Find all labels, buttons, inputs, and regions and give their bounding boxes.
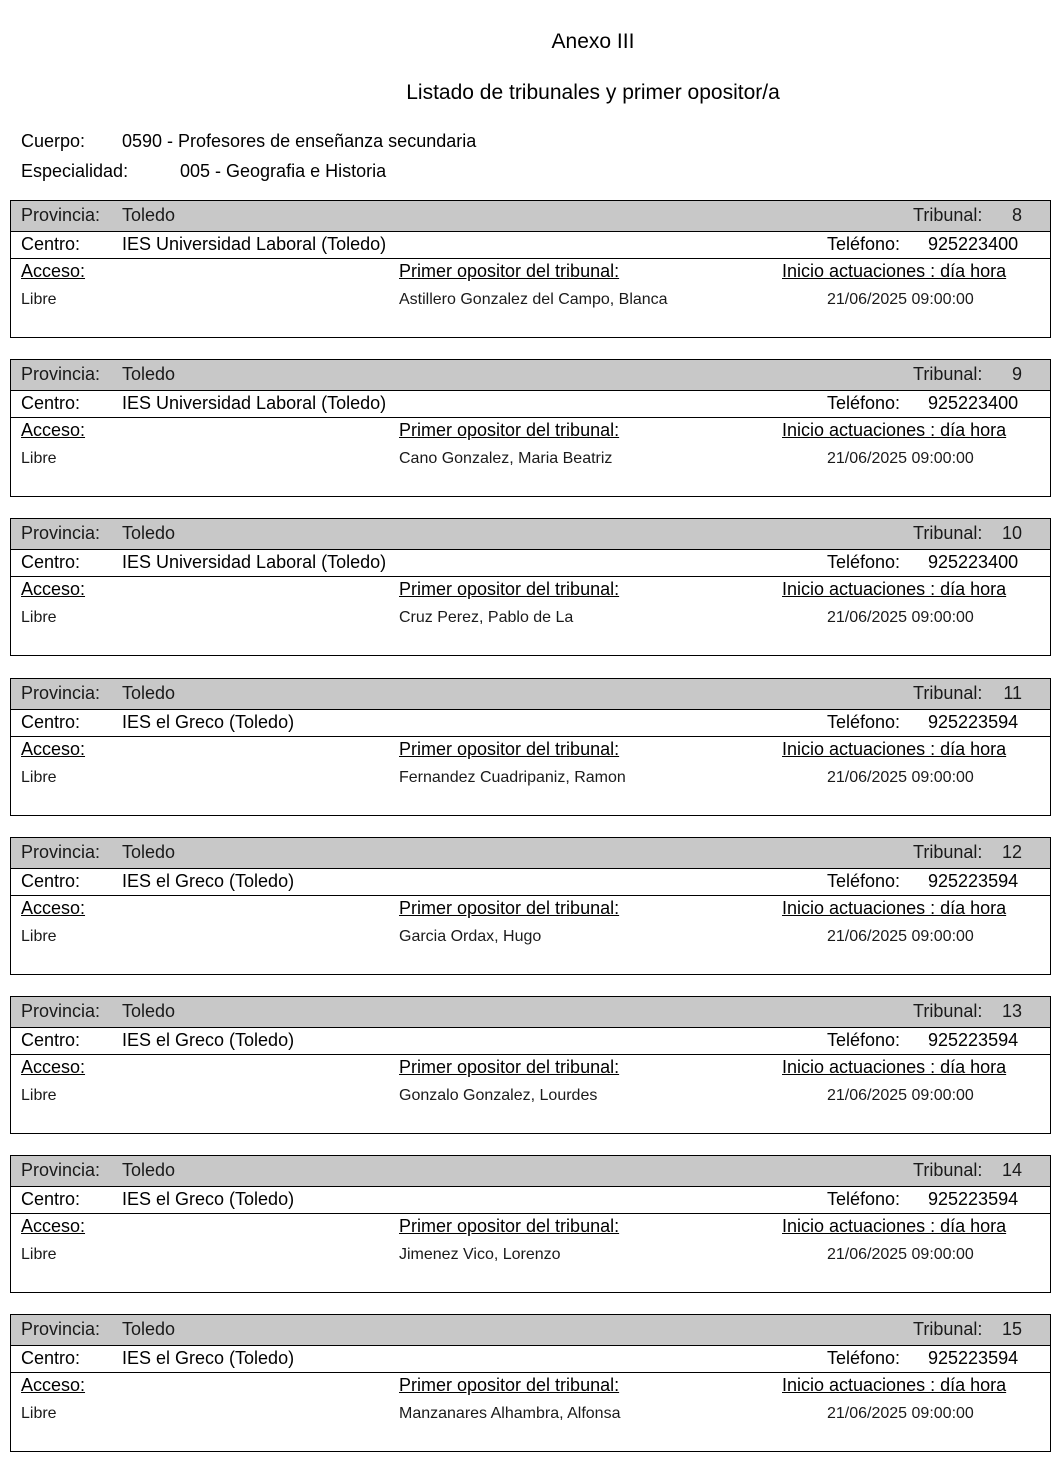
- tribunal-block: [10, 359, 1051, 497]
- tribunal-block: [10, 837, 1051, 975]
- inicio-value: 21/06/2025 09:00:00: [827, 1087, 974, 1104]
- cuerpo-label: Cuerpo:: [21, 131, 86, 151]
- centro-label: Centro:: [21, 1030, 81, 1050]
- inicio-header: Inicio actuaciones : día hora: [782, 420, 1007, 440]
- tribunal-label: Tribunal:: [913, 1001, 983, 1021]
- cuerpo-line: [21, 131, 476, 152]
- provincia-value: Toledo: [122, 1319, 176, 1339]
- tribunal-block: [10, 200, 1051, 338]
- acceso-header: Acceso:: [21, 420, 86, 440]
- inicio-value: 21/06/2025 09:00:00: [827, 1405, 974, 1422]
- centro-label: Centro:: [21, 234, 81, 254]
- inicio-header: Inicio actuaciones : día hora: [782, 739, 1007, 759]
- telefono-value: 925223594: [928, 712, 1019, 732]
- provincia-label: Provincia:: [21, 1001, 101, 1021]
- inicio-header: Inicio actuaciones : día hora: [782, 1216, 1007, 1236]
- tribunal-block: [10, 996, 1051, 1134]
- tribunal-number: 10: [1001, 523, 1022, 543]
- primer-opositor-value: Jimenez Vico, Lorenzo: [399, 1246, 561, 1263]
- page-title: Anexo III: [551, 30, 635, 53]
- telefono-value: 925223400: [928, 552, 1019, 572]
- primer-opositor-header: Primer opositor del tribunal:: [399, 1057, 620, 1077]
- centro-label: Centro:: [21, 871, 81, 891]
- provincia-row: [11, 997, 1050, 1028]
- tribunal-block: [10, 678, 1051, 816]
- telefono-label: Teléfono:: [827, 712, 901, 732]
- primer-opositor-header: Primer opositor del tribunal:: [399, 898, 620, 918]
- provincia-value: Toledo: [122, 364, 176, 384]
- centro-row: [11, 868, 1050, 896]
- centro-value: IES el Greco (Toledo): [122, 1348, 295, 1368]
- telefono-label: Teléfono:: [827, 1189, 901, 1209]
- especialidad-value: 005 - Geografia e Historia: [180, 161, 387, 181]
- primer-opositor-value: Cruz Perez, Pablo de La: [399, 609, 574, 626]
- primer-opositor-value: Garcia Ordax, Hugo: [399, 928, 542, 945]
- telefono-value: 925223400: [928, 393, 1019, 413]
- telefono-value: 925223594: [928, 1348, 1019, 1368]
- inicio-value: 21/06/2025 09:00:00: [827, 609, 974, 626]
- acceso-value: Libre: [21, 291, 57, 308]
- centro-row: [11, 1027, 1050, 1055]
- acceso-value: Libre: [21, 609, 57, 626]
- centro-value: IES Universidad Laboral (Toledo): [122, 393, 387, 413]
- tribunal-label: Tribunal:: [913, 1160, 983, 1180]
- centro-label: Centro:: [21, 1189, 81, 1209]
- centro-row: [11, 709, 1050, 737]
- inicio-value: 21/06/2025 09:00:00: [827, 450, 974, 467]
- primer-opositor-value: Fernandez Cuadripaniz, Ramon: [399, 769, 626, 786]
- telefono-label: Teléfono:: [827, 1348, 901, 1368]
- provincia-value: Toledo: [122, 683, 176, 703]
- acceso-header: Acceso:: [21, 261, 86, 281]
- provincia-row: [11, 838, 1050, 869]
- telefono-label: Teléfono:: [827, 552, 901, 572]
- page-subtitle: Listado de tribunales y primer opositor/a: [406, 81, 780, 104]
- inicio-header: Inicio actuaciones : día hora: [782, 1375, 1007, 1395]
- provincia-value: Toledo: [122, 1001, 176, 1021]
- centro-row: [11, 549, 1050, 577]
- tribunal-label: Tribunal:: [913, 205, 983, 225]
- telefono-value: 925223594: [928, 1030, 1019, 1050]
- centro-label: Centro:: [21, 393, 81, 413]
- primer-opositor-header: Primer opositor del tribunal:: [399, 420, 620, 440]
- centro-value: IES Universidad Laboral (Toledo): [122, 552, 387, 572]
- primer-opositor-header: Primer opositor del tribunal:: [399, 1375, 620, 1395]
- acceso-value: Libre: [21, 769, 57, 786]
- tribunal-label: Tribunal:: [913, 364, 983, 384]
- primer-opositor-header: Primer opositor del tribunal:: [399, 1216, 620, 1236]
- tribunal-number: 15: [1001, 1319, 1022, 1339]
- inicio-header: Inicio actuaciones : día hora: [782, 261, 1007, 281]
- provincia-label: Provincia:: [21, 1319, 101, 1339]
- inicio-value: 21/06/2025 09:00:00: [827, 291, 974, 308]
- acceso-header: Acceso:: [21, 1057, 86, 1077]
- centro-row: [11, 1345, 1050, 1373]
- tribunal-label: Tribunal:: [913, 683, 983, 703]
- centro-row: [11, 231, 1050, 259]
- inicio-value: 21/06/2025 09:00:00: [827, 928, 974, 945]
- provincia-row: [11, 1315, 1050, 1346]
- tribunal-label: Tribunal:: [913, 523, 983, 543]
- provincia-row: [11, 201, 1050, 232]
- acceso-header: Acceso:: [21, 579, 86, 599]
- centro-value: IES el Greco (Toledo): [122, 1189, 295, 1209]
- provincia-value: Toledo: [122, 842, 176, 862]
- telefono-label: Teléfono:: [827, 234, 901, 254]
- provincia-label: Provincia:: [21, 205, 101, 225]
- telefono-label: Teléfono:: [827, 1030, 901, 1050]
- centro-value: IES Universidad Laboral (Toledo): [122, 234, 387, 254]
- telefono-label: Teléfono:: [827, 871, 901, 891]
- provincia-value: Toledo: [122, 523, 176, 543]
- provincia-row: [11, 1156, 1050, 1187]
- acceso-value: Libre: [21, 1087, 57, 1104]
- especialidad-label: Especialidad:: [21, 161, 129, 181]
- tribunal-number: 9: [1011, 364, 1022, 384]
- tribunal-number: 14: [1001, 1160, 1022, 1180]
- primer-opositor-value: Cano Gonzalez, Maria Beatriz: [399, 450, 613, 467]
- inicio-header: Inicio actuaciones : día hora: [782, 898, 1007, 918]
- inicio-header: Inicio actuaciones : día hora: [782, 579, 1007, 599]
- inicio-value: 21/06/2025 09:00:00: [827, 769, 974, 786]
- tribunal-label: Tribunal:: [913, 842, 983, 862]
- cuerpo-value: 0590 - Profesores de enseñanza secundaria: [122, 131, 477, 151]
- primer-opositor-value: Manzanares Alhambra, Alfonsa: [399, 1405, 621, 1422]
- centro-row: [11, 1186, 1050, 1214]
- acceso-value: Libre: [21, 928, 57, 945]
- centro-row: [11, 390, 1050, 418]
- centro-value: IES el Greco (Toledo): [122, 712, 295, 732]
- primer-opositor-header: Primer opositor del tribunal:: [399, 261, 620, 281]
- tribunal-block: [10, 1314, 1051, 1452]
- provincia-row: [11, 679, 1050, 710]
- inicio-value: 21/06/2025 09:00:00: [827, 1246, 974, 1263]
- provincia-label: Provincia:: [21, 683, 101, 703]
- telefono-value: 925223594: [928, 871, 1019, 891]
- centro-label: Centro:: [21, 552, 81, 572]
- centro-value: IES el Greco (Toledo): [122, 1030, 295, 1050]
- acceso-header: Acceso:: [21, 1216, 86, 1236]
- telefono-value: 925223400: [928, 234, 1019, 254]
- telefono-label: Teléfono:: [827, 393, 901, 413]
- primer-opositor-header: Primer opositor del tribunal:: [399, 579, 620, 599]
- tribunal-number: 11: [1003, 683, 1022, 703]
- primer-opositor-header: Primer opositor del tribunal:: [399, 739, 620, 759]
- centro-label: Centro:: [21, 712, 81, 732]
- provincia-label: Provincia:: [21, 523, 101, 543]
- provincia-row: [11, 360, 1050, 391]
- acceso-value: Libre: [21, 1405, 57, 1422]
- provincia-label: Provincia:: [21, 364, 101, 384]
- primer-opositor-value: Astillero Gonzalez del Campo, Blanca: [399, 291, 668, 308]
- provincia-label: Provincia:: [21, 842, 101, 862]
- tribunal-block: [10, 1155, 1051, 1293]
- especialidad-line: [21, 161, 386, 182]
- telefono-value: 925223594: [928, 1189, 1019, 1209]
- provincia-label: Provincia:: [21, 1160, 101, 1180]
- acceso-header: Acceso:: [21, 1375, 86, 1395]
- provincia-value: Toledo: [122, 1160, 176, 1180]
- acceso-value: Libre: [21, 1246, 57, 1263]
- centro-label: Centro:: [21, 1348, 81, 1368]
- tribunal-block: [10, 518, 1051, 656]
- acceso-value: Libre: [21, 450, 57, 467]
- tribunal-number: 13: [1001, 1001, 1022, 1021]
- acceso-header: Acceso:: [21, 898, 86, 918]
- acceso-header: Acceso:: [21, 739, 86, 759]
- tribunal-number: 12: [1001, 842, 1022, 862]
- provincia-value: Toledo: [122, 205, 176, 225]
- tribunal-number: 8: [1011, 205, 1022, 225]
- centro-value: IES el Greco (Toledo): [122, 871, 295, 891]
- inicio-header: Inicio actuaciones : día hora: [782, 1057, 1007, 1077]
- provincia-row: [11, 519, 1050, 550]
- tribunal-label: Tribunal:: [913, 1319, 983, 1339]
- primer-opositor-value: Gonzalo Gonzalez, Lourdes: [399, 1087, 598, 1104]
